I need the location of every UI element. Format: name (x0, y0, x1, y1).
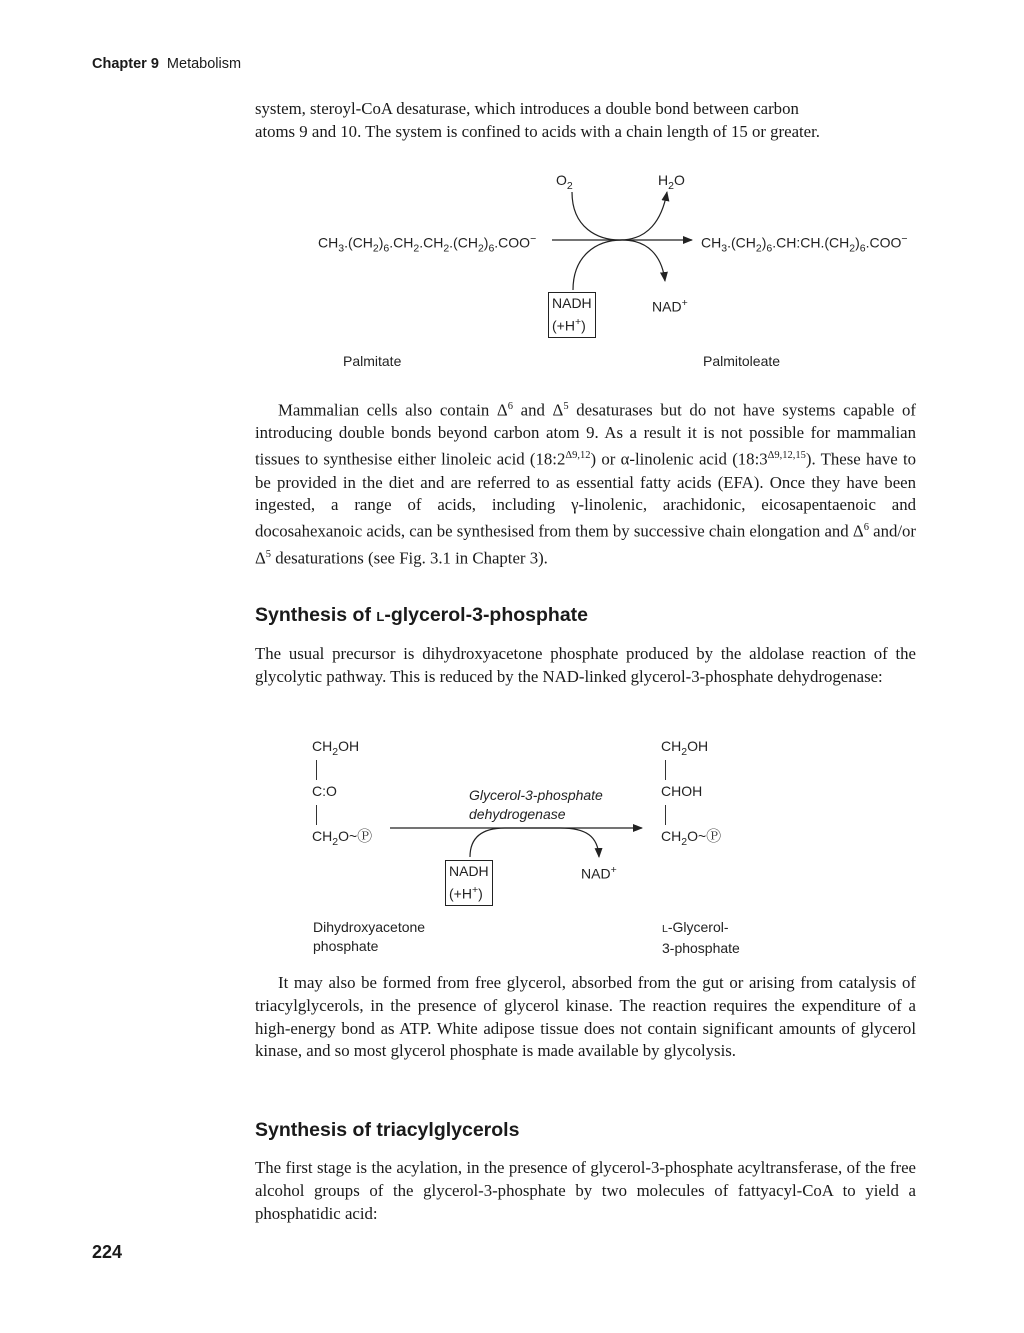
fig2-right-bond-2 (665, 805, 666, 825)
fig1-label-palmitoleate: Palmitoleate (703, 353, 781, 369)
fig1-nadh-box: NADH (+H+) (548, 292, 596, 338)
paragraph-1-line-1: system, steroyl-CoA desaturase, which introduces a double bond between carbon (255, 99, 799, 118)
paragraph-1-line-2: atoms 9 and 10. The system is confined to acids with a chain length of 15 or greater. (255, 121, 820, 141)
fig1-product-formula: $CH_3.(CH_2)_6.CH:CH.(CH_2)_6.COO^-$ (701, 233, 908, 255)
fig1-label-palmitate: Palmitate (343, 353, 402, 369)
fig2-left-top: $CH_2OH$ (312, 738, 360, 758)
fig2-right-bot: $CH_2O\simⓅ$ (661, 828, 722, 848)
fig2-label-glycerol-3-phosphate: L-Glycerol- 3-phosphate (662, 919, 740, 956)
fig2-left-mid: C:O (312, 783, 337, 799)
fig1-oxygen: $O_2$ (556, 172, 573, 192)
fig1-nadh-arc (573, 240, 665, 290)
fig2-left-bond-1 (316, 760, 317, 780)
fig2-nadh-arc (470, 828, 599, 857)
paragraph-2: Mammalian cells also contain $\Delta^6$ and $\Delta^5$ desaturases but do not have systems capable of introducing double bonds beyond carbon atom 9. As a result it is not possible for mammalian tissues to synthesise either linoleic acid $(18:2^{\Delta 9,12})$ or α-linolenic acid $(18:3^{\Delta 9,12,15})$. These have to be provided in the diet and are referred to as essential fatty acids (EFA). Once they have been ingested, a range of acids, including γ-linolenic, arachidonic, eicosapentaenoic and docosahexanoic acids, can be synthesised from them by successive chain elongation and $\Delta^6$ and/or $\Delta^5$ desaturations (see Fig. 3.1 in Chapter 3). (255, 400, 917, 568)
page-number: 224 (92, 1242, 123, 1262)
fig1-nad: NAD+ (652, 297, 688, 315)
fig2-enzyme-name: Glycerol-3-phosphate dehydrogenase (469, 787, 603, 822)
fig2-nad: NAD+ (581, 864, 617, 882)
paragraph-4: It may also be formed from free glycerol, absorbed from the gut or arising from catalysis of triacylglycerols, in the presence of glycerol kinase. The reaction requires the expenditure of a high-energy bond as ATP. White adipose tissue does not contain significant amounts of glycerol kinase, and so most glycerol phosphate is made available by glycolysis. (255, 973, 916, 1061)
fig2-left-bond-2 (316, 805, 317, 825)
heading-glycerol-phosphate: Synthesis of L-glycerol-3-phosphate (255, 604, 589, 626)
chapter-title: Metabolism (166, 56, 242, 72)
fig1-water: $H_2O$ (658, 172, 685, 192)
paragraph-5: The first stage is the acylation, in the presence of glycerol-3-phosphate acyltransferase, of the free alcohol groups of the glycerol-3-phosphate by two molecules of fattyacyl-CoA to yield a phosphatidic acid: (255, 1158, 916, 1223)
fig2-right-mid: CHOH (661, 783, 703, 799)
fig1-substrate-formula: $CH_3.(CH_2)_6.CH_2.CH_2.(CH_2)_6.COO^-$ (318, 233, 537, 255)
fig1-oxygen-arc (572, 192, 667, 240)
chapter-number: Chapter 9 (92, 56, 159, 72)
fig2-right-top: $CH_2OH$ (661, 738, 709, 758)
fig2-label-dhap: Dihydroxyacetone phosphate (313, 919, 426, 954)
paragraph-3: The usual precursor is dihydroxyacetone phosphate produced by the aldolase reaction of the glycolytic pathway. This is reduced by the NAD-linked glycerol-3-phosphate dehydrogenase: (255, 644, 916, 686)
fig2-right-bond-1 (665, 760, 666, 780)
fig2-left-bot: $CH_2O\simⓅ$ (312, 828, 373, 848)
fig2-nadh-box: NADH (+H+) (445, 860, 493, 906)
heading-triacylglycerols: Synthesis of triacylglycerols (255, 1119, 520, 1141)
